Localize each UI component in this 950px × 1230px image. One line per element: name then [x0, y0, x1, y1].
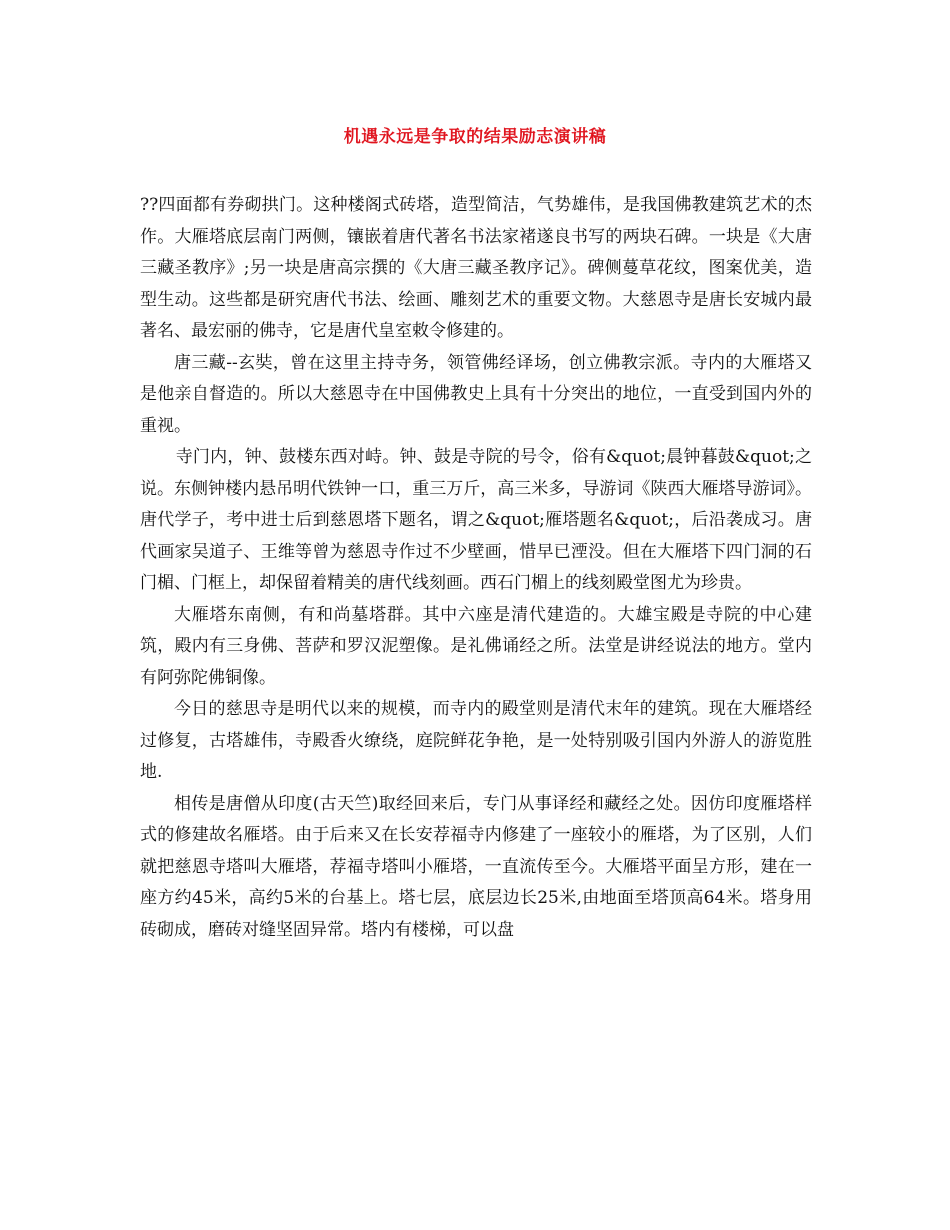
paragraph: 寺门内，钟、鼓楼东西对峙。钟、鼓是寺院的号令，俗有&quot;晨钟暮鼓&quot;之说。东侧钟楼内悬吊明代铁钟一口，重三万斤，高三米多，导游词《陕西大雁塔导游词》。唐代学子，考中进士后到慈恩塔下题名，谓之&quot;雁塔题名&quot;，后沿袭成习。唐代画家吴道子、王维等曾为慈恩寺作过不少壁画，惜早已湮没。但在大雁塔下四门洞的石门楣、门框上，却保留着精美的唐代线刻画。西石门楣上的线刻殿堂图尤为珍贵。 — [140, 447, 812, 593]
document-title: 机遇永远是争取的结果励志演讲稿 — [343, 127, 607, 147]
paragraph: 相传是唐僧从印度(古天竺)取经回来后，专门从事译经和藏经之处。因仿印度雁塔样式的修建故名雁塔。由于后来又在长安荐福寺内修建了一座较小的雁塔，为了区别，人们就把慈恩寺塔叫大雁塔，荐福寺塔叫小雁塔，一直流传至今。大雁塔平面呈方形，建在一座方约45米，高约5米的台基上。塔七层，底层边长25米,由地面至塔顶高64米。塔身用砖砌成，磨砖对缝坚固异常。塔内有楼梯，可以盘 — [140, 793, 812, 940]
paragraph: 唐三藏--玄奘，曾在这里主持寺务，领管佛经译场，创立佛教宗派。寺内的大雁塔又是他亲自督造的。所以大慈恩寺在中国佛教史上具有十分突出的地位，一直受到国内外的重视。 — [140, 352, 812, 436]
paragraph: ??四面都有券砌拱门。这种楼阁式砖塔，造型简洁，气势雄伟，是我国佛教建筑艺术的杰作。大雁塔底层南门两侧，镶嵌着唐代著名书法家褚遂良书写的两块石碑。一块是《大唐三藏圣教序》;另一块是唐高宗撰的《大唐三藏圣教序记》。碑侧蔓草花纹，图案优美，造型生动。这些都是研究唐代书法、绘画、雕刻艺术的重要文物。大慈恩寺是唐长安城内最著名、最宏丽的佛寺，它是唐代皇室敕令修建的。 — [140, 195, 812, 341]
paragraph: 大雁塔东南侧，有和尚墓塔群。其中六座是清代建造的。大雄宝殿是寺院的中心建筑，殿内有三身佛、菩萨和罗汉泥塑像。是礼佛诵经之所。法堂是讲经说法的地方。堂内有阿弥陀佛铜像。 — [140, 604, 812, 688]
paragraph: 今日的慈思寺是明代以来的规模，而寺内的殿堂则是清代末年的建筑。现在大雁塔经过修复，古塔雄伟，寺殿香火缭绕，庭院鲜花争艳，是一处特别吸引国内外游人的游览胜地. — [140, 699, 812, 782]
document-body — [140, 190, 812, 946]
